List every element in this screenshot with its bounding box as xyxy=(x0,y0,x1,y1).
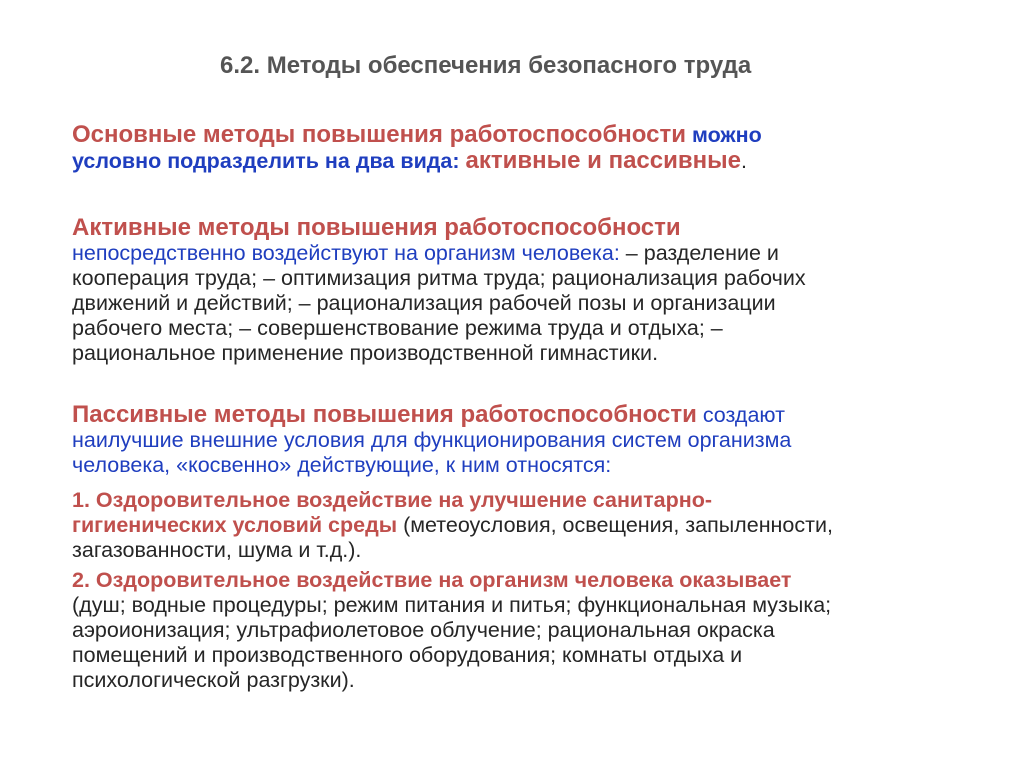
item1-text-line3: загазованности, шума и т.д.). xyxy=(72,538,362,562)
active-text-line3: движений и действий; – рационализация рабочей позы и организации xyxy=(72,291,776,315)
item1-heading-line2: гигиенических условий среды xyxy=(72,513,398,537)
active-text-blue: непосредственно воздействуют на организм человека: xyxy=(72,241,620,265)
item2-text-line5: психологической разгрузки). xyxy=(72,668,355,692)
intro-text: можно xyxy=(685,123,762,147)
active-text-line4: рабочего места; – совершенствование режима труда и отдыха; – xyxy=(72,316,723,340)
passive-heading: Пассивные методы повышения работоспособности xyxy=(72,401,697,428)
intro-period: . xyxy=(740,149,747,173)
passive-text-line3: человека, «косвенно» действующие, к ним относятся: xyxy=(72,453,612,477)
active-text-line5: рациональное применение производственной гимнастики. xyxy=(72,341,659,365)
intro-text-line2: условно подразделить на два вида: xyxy=(72,149,466,173)
intro-heading: Основные методы повышения работоспособности xyxy=(72,121,686,148)
active-methods-paragraph xyxy=(72,215,992,366)
passive-text-line1: создают xyxy=(696,403,785,427)
item2-text-line4: помещений и производственного оборудования; комнаты отдыха и xyxy=(72,643,743,667)
item2-heading: 2. Оздоровительное воздействие на организм человека оказывает xyxy=(72,568,792,592)
passive-methods-paragraph xyxy=(72,402,992,478)
list-item-2 xyxy=(72,568,992,693)
item1-heading: 1. Оздоровительное воздействие на улучшение санитарно- xyxy=(72,488,713,512)
intro-paragraph xyxy=(72,122,992,174)
item1-text: (метеоусловия, освещения, запыленности, xyxy=(397,513,833,537)
passive-text-line2: наилучшие внешние условия для функционирования систем организма xyxy=(72,428,792,452)
intro-types: активные и пассивные xyxy=(465,147,741,174)
active-heading: Активные методы повышения работоспособности xyxy=(72,214,681,241)
item2-text-line2: (душ; водные процедуры; режим питания и питья; функциональная музыка; xyxy=(72,593,832,617)
active-text-line1: – разделение и xyxy=(619,241,779,265)
slide-title: 6.2. Методы обеспечения безопасного труда xyxy=(220,52,752,79)
list-item-1 xyxy=(72,488,992,563)
item2-text-line3: аэроионизация; ультрафиолетовое облучение; рациональная окраска xyxy=(72,618,775,642)
active-text-line2: кооперация труда; – оптимизация ритма труда; рационализация рабочих xyxy=(72,266,806,290)
